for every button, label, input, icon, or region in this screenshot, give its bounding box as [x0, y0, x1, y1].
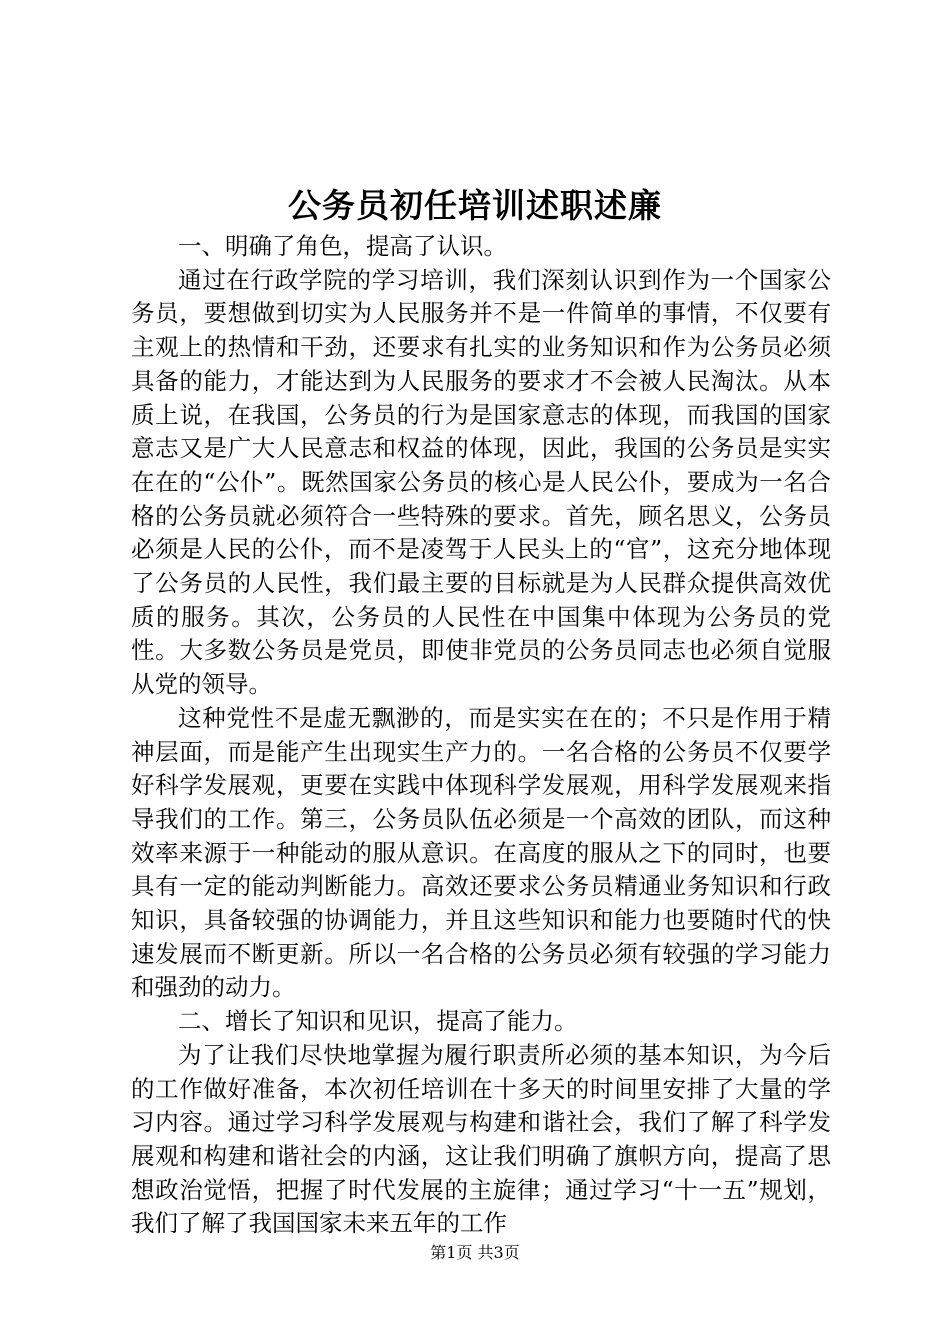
- document-title: 公务员初任培训述职述廉: [288, 186, 662, 225]
- body-paragraph: 这种党性不是虚无飘渺的，而是实实在在的；不只是作用于精神层面，而是能产生出现实生产力的。一名合格的公务员不仅要学好科学发展观，更要在实践中体现科学发展观，用科学发展观来指导我们的工作。第三，公务员队伍必须是一个高效的团队，而这种效率来源于一种能动的服从意识。在高度的服从之下的同时，也要具有一定的能动判断能力。高效还要求公务员精通业务知识和行政知识，具备较强的协调能力，并且这些知识和能力也要随时代的快速发展而不断更新。所以一名合格的公务员必须有较强的学习能力和强劲的动力。: [131, 703, 831, 1002]
- body-paragraph: 为了让我们尽快地掌握为履行职责所必须的基本知识，为今后的工作做好准备，本次初任培训在十多天的时间里安排了大量的学习内容。通过学习科学发展观与构建和谐社会，我们了解了科学发展观和构建和谐社会的内涵，这让我们明确了旗帜方向，提高了思想政治觉悟，把握了时代发展的主旋律；通过学习“十一五”规划，我们了解了我国国家未来五年的工作: [131, 1040, 831, 1238]
- body-paragraph: 通过在行政学院的学习培训，我们深刻认识到作为一个国家公务员，要想做到切实为人民服务并不是一件简单的事情，不仅要有主观上的热情和干劲，还要求有扎实的业务知识和作为公务员必须具备的能力，才能达到为人民服务的要求才不会被人民淘汰。从本质上说，在我国，公务员的行为是国家意志的体现，而我国的国家意志又是广大人民意志和权益的体现，因此，我国的公务员是实实在在的“公仆”。既然国家公务员的核心是人民公仆，要成为一名合格的公务员就必须符合一些特殊的要求。首先，顾名思义，公务员必须是人民的公仆，而不是凌驾于人民头上的“官”，这充分地体现了公务员的人民性，我们最主要的目标就是为人民群众提供高效优质的服务。其次，公务员的人民性在中国集中体现为公务员的党性。大多数公务员是党员，即使非党员的公务员同志也必须自觉服从党的领导。: [131, 265, 831, 699]
- document-body: [131, 230, 831, 1241]
- section-heading: 二、增长了知识和见识，提高了能力。: [178, 1007, 578, 1036]
- section-heading: 一、明确了角色，提高了认识。: [178, 232, 507, 260]
- page-number-footer: 第1页 共3页: [430, 1243, 520, 1262]
